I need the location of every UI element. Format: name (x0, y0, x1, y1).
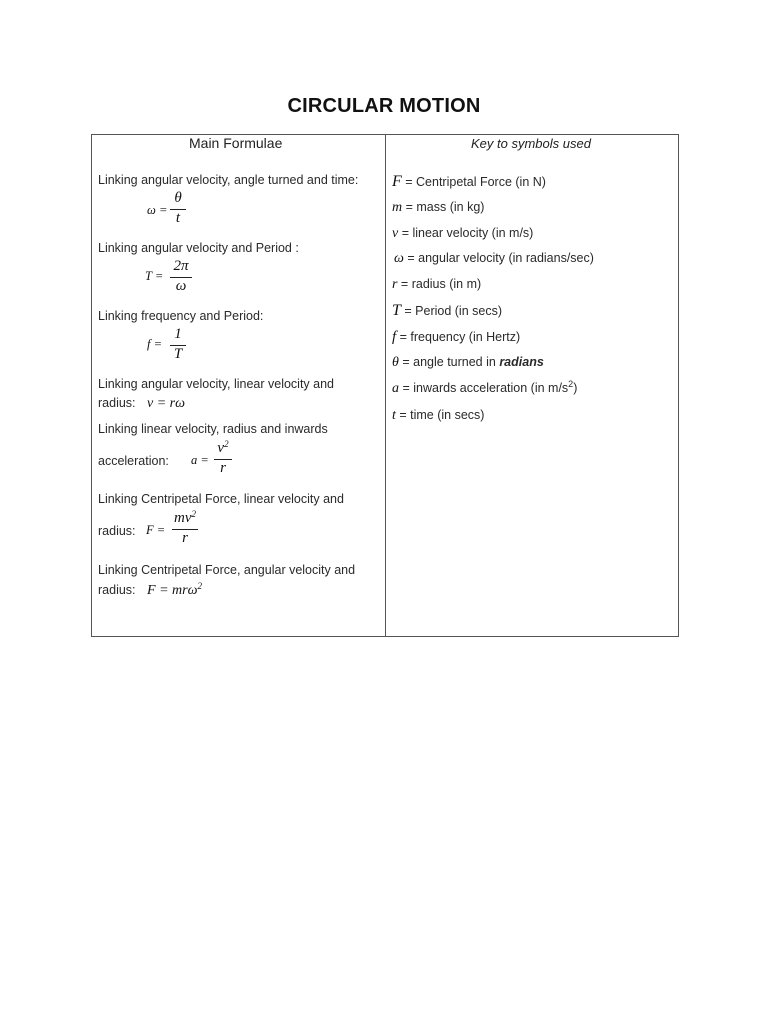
page-title: CIRCULAR MOTION (287, 95, 481, 117)
symbol-row: F = Centripetal Force (in N) (392, 173, 546, 190)
symbol-row: θ = angle turned in radians (392, 355, 544, 370)
formula-label: Linking angular velocity, linear velocity and (98, 377, 335, 391)
fraction-denominator: T (173, 346, 183, 362)
formula-lhs: f = (147, 337, 163, 351)
fraction-denominator: r (220, 460, 226, 476)
symbol-row: T = Period (in secs) (392, 302, 502, 319)
formula-fraction (214, 440, 232, 480)
fraction-denominator: t (175, 210, 181, 226)
formula-fraction (170, 326, 186, 366)
formula-expression: F = mrω$^2$ (147, 581, 202, 598)
formula-label: radius: v = rω (98, 396, 186, 411)
fraction-numerator: θ (174, 190, 182, 206)
formula-label: Linking angular velocity and Period : (98, 241, 299, 255)
symbol-row: a = inwards acceleration (in $m/s^2$) (392, 379, 578, 396)
symbol-row: t = time (in secs) (392, 408, 485, 423)
formula-label: radius: F = mrω$^2$ (98, 581, 202, 598)
formula-label: radius: (98, 524, 136, 538)
symbol-row: ω = angular velocity (in radians/sec) (394, 251, 594, 266)
symbol-row: v = linear velocity (in m/s) (392, 226, 534, 241)
fraction-denominator: r (182, 530, 188, 546)
formula-lhs: T = (145, 269, 164, 283)
fraction-numerator: 1 (174, 326, 182, 342)
key-symbols-header: Key to symbols used (471, 136, 591, 151)
symbol-row: m = mass (in kg) (392, 200, 485, 215)
main-formulae-header: Main Formulae (189, 135, 283, 151)
symbol-row: r = radius (in m) (392, 277, 482, 292)
formula-label: Linking linear velocity, radius and inwards (98, 422, 328, 436)
fraction-numerator: 2π (173, 258, 189, 274)
fraction-numerator: $mv^2$ (174, 509, 196, 526)
formula-lhs: a = (191, 453, 209, 467)
formula-label: Linking angular velocity, angle turned and time: (98, 173, 359, 187)
column-divider (385, 135, 386, 636)
formula-fraction (170, 190, 186, 230)
formula-label: Linking Centripetal Force, linear velocity and (98, 492, 344, 506)
formula-fraction (170, 258, 192, 298)
formula-label: Linking Centripetal Force, angular velocity and (98, 563, 356, 577)
formula-expression: v = rω (147, 396, 186, 411)
formula-lhs: ω = (147, 203, 168, 217)
formula-table (91, 134, 679, 637)
symbol-row: f = frequency (in Hertz) (392, 329, 521, 345)
formula-label: acceleration: (98, 454, 169, 468)
fraction-denominator: ω (175, 278, 187, 294)
formula-lhs: F = (146, 523, 166, 537)
formula-fraction (172, 510, 198, 550)
fraction-numerator: $v^2$ (217, 439, 229, 456)
formula-label: Linking frequency and Period: (98, 309, 264, 323)
